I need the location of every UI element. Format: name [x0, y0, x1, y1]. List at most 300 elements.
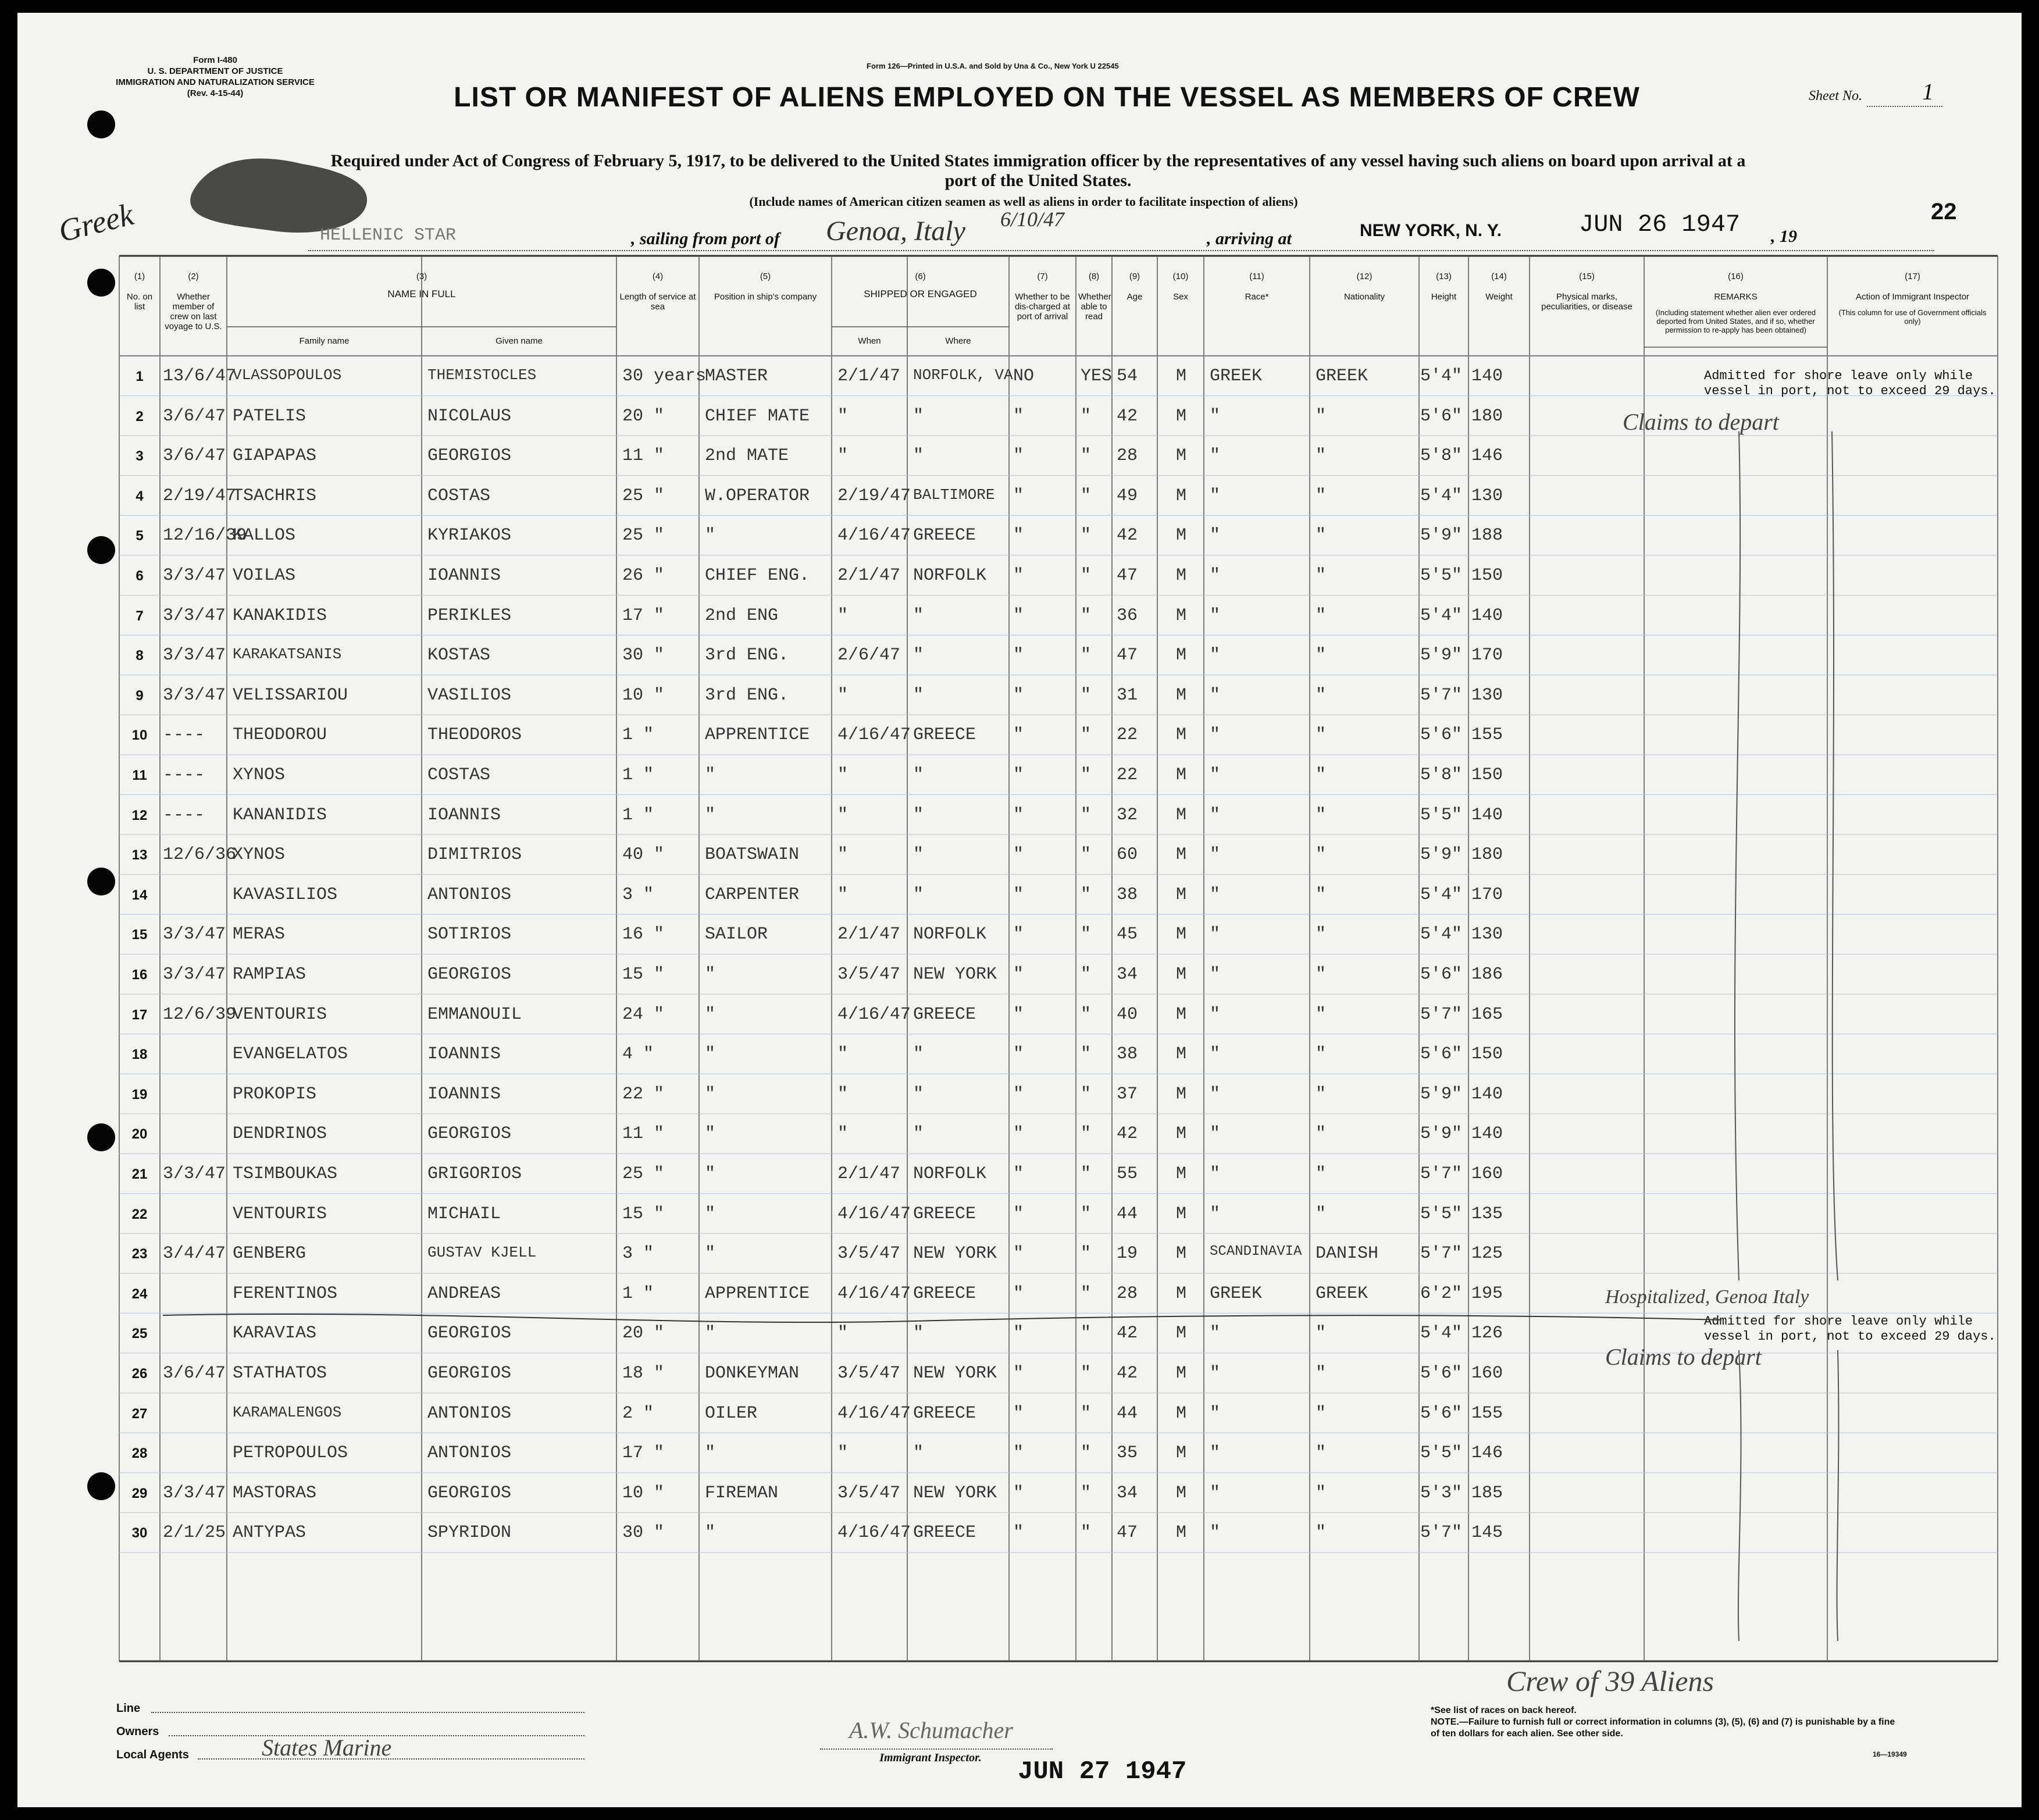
arriving-label: , arriving at — [1207, 229, 1292, 248]
cell-race: " — [1210, 1403, 1221, 1423]
cell-read: " — [1081, 1164, 1092, 1184]
cell-family: VOILAS — [233, 566, 296, 586]
cell-height: 5'7" — [1420, 1523, 1463, 1543]
cell-position: OILER — [705, 1403, 758, 1423]
cell-position: " — [705, 1443, 716, 1464]
cell-nationality: " — [1316, 1044, 1327, 1065]
cell-discharged: " — [1013, 446, 1024, 466]
cell-given: GEORGIOS — [427, 1483, 512, 1503]
column-number: (5) — [760, 272, 771, 281]
cell-service: 1 " — [622, 1283, 654, 1304]
cell-where: " — [913, 605, 924, 626]
hospitalized-note: Hospitalized, Genoa Italy — [1605, 1286, 1809, 1308]
cell-weight: 125 — [1471, 1244, 1503, 1264]
cell-height: 5'6" — [1420, 725, 1463, 745]
cell-sex: M — [1176, 1364, 1187, 1383]
cell-position: " — [705, 1244, 716, 1264]
cell-read: " — [1081, 845, 1092, 865]
cell-height: 5'6" — [1420, 1403, 1463, 1423]
cell-discharged: " — [1013, 1204, 1024, 1224]
cell-where: " — [913, 685, 924, 705]
cell-nationality: " — [1316, 805, 1327, 825]
page-number: 22 — [1931, 199, 1957, 224]
cell-race: " — [1210, 1124, 1221, 1144]
cell-age: 42 — [1117, 526, 1138, 546]
cell-service: 11 " — [622, 1124, 665, 1144]
cell-last: 3/6/47 — [163, 406, 226, 426]
arrival-port: NEW YORK, N. Y. — [1360, 221, 1502, 240]
cell-family: GENBERG — [233, 1244, 306, 1264]
row-number: 24 — [131, 1286, 148, 1302]
cell-race: " — [1210, 406, 1221, 426]
row-number: 2 — [136, 408, 144, 424]
row-number: 21 — [131, 1166, 148, 1182]
cell-given: GEORGIOS — [427, 1323, 512, 1344]
cell-race: " — [1210, 566, 1221, 586]
cell-sex: M — [1176, 1523, 1187, 1543]
cell-sex: M — [1176, 1084, 1187, 1104]
cell-nationality: " — [1316, 1204, 1327, 1224]
cell-nationality: " — [1316, 1483, 1327, 1503]
cell-weight: 160 — [1471, 1164, 1503, 1184]
cell-read: " — [1081, 486, 1092, 506]
cell-service: 25 " — [622, 1164, 665, 1184]
cell-where: NORFOLK — [913, 1164, 987, 1184]
column-number: (10) — [1172, 272, 1189, 281]
cell-given: PERIKLES — [427, 605, 512, 626]
cell-when: 4/16/47 — [837, 526, 911, 546]
cell-last: 3/3/47 — [163, 645, 226, 666]
row-number: 9 — [136, 687, 144, 704]
cell-height: 5'9" — [1420, 1084, 1463, 1104]
inspector-signature: A.W. Schumacher — [849, 1717, 1013, 1743]
cell-service: 20 " — [622, 406, 665, 426]
cell-height: 5'8" — [1420, 446, 1463, 466]
cell-age: 28 — [1117, 1283, 1138, 1304]
cell-read: " — [1081, 1084, 1092, 1104]
printer-line: Form 126—Printed in U.S.A. and Sold by Una & Co., New York U 22545 — [867, 62, 1119, 70]
cell-position: " — [705, 1124, 716, 1144]
cell-read: " — [1081, 805, 1092, 825]
cell-sex: M — [1176, 566, 1187, 586]
cell-race: " — [1210, 1084, 1221, 1104]
cell-weight: 150 — [1471, 566, 1503, 586]
column-number: (13) — [1436, 272, 1452, 281]
cell-where: NORFOLK — [913, 925, 987, 945]
cell-service: 24 " — [622, 1004, 665, 1025]
cell-position: " — [705, 1004, 716, 1025]
cell-weight: 140 — [1471, 605, 1503, 626]
cell-when: " — [837, 1044, 849, 1065]
cell-read: " — [1081, 725, 1092, 745]
claims-note: Claims to depart — [1623, 409, 1779, 435]
cell-position: APPRENTICE — [705, 725, 810, 745]
cell-family: VELISSARIOU — [233, 685, 348, 705]
cell-discharged: " — [1013, 884, 1024, 905]
cell-nationality: " — [1316, 605, 1327, 626]
cell-age: 60 — [1117, 845, 1138, 865]
cell-read: " — [1081, 1204, 1092, 1224]
cell-when: 4/16/47 — [837, 1403, 911, 1423]
cell-height: 5'6" — [1420, 965, 1463, 984]
cell-family: DENDRINOS — [233, 1124, 327, 1144]
cell-discharged: " — [1013, 845, 1024, 865]
cell-where: " — [913, 1044, 924, 1065]
requirement-line: port of the United States. — [944, 171, 1132, 190]
row-number: 19 — [131, 1086, 148, 1102]
cell-family: VENTOURIS — [233, 1004, 327, 1025]
cell-position: " — [705, 526, 716, 546]
cell-race: " — [1210, 446, 1221, 466]
cell-weight: 130 — [1471, 925, 1503, 945]
cell-when: 4/16/47 — [837, 1204, 911, 1224]
column-header: Whether member of crew on last voyage to U.S. — [165, 292, 222, 331]
cell-discharged: " — [1013, 566, 1024, 586]
cell-height: 5'7" — [1420, 1164, 1463, 1184]
year-label: , 19 — [1771, 227, 1797, 246]
cell-last: 12/6/36 — [163, 845, 237, 865]
cell-service: 40 " — [622, 845, 665, 865]
cell-discharged: " — [1013, 1323, 1024, 1344]
cell-family: TSACHRIS — [233, 486, 317, 506]
row-number: 5 — [136, 528, 144, 544]
column-header: Whether able to read — [1078, 292, 1111, 322]
cell-service: 2 " — [622, 1403, 654, 1423]
cell-read: " — [1081, 1364, 1092, 1383]
cell-age: 32 — [1117, 805, 1138, 825]
cell-age: 42 — [1117, 1364, 1138, 1383]
footnotes — [1431, 1705, 1896, 1740]
column-subheader: Family name — [299, 336, 350, 346]
cell-family: STATHATOS — [233, 1364, 327, 1383]
cell-given: KOSTAS — [427, 645, 491, 666]
cell-race: " — [1210, 1044, 1221, 1065]
cell-discharged: " — [1013, 965, 1024, 984]
sheet-label: Sheet No. — [1809, 88, 1862, 104]
cell-race: " — [1210, 685, 1221, 705]
cell-when: 4/16/47 — [837, 725, 911, 745]
page-title: LIST OR MANIFEST OF ALIENS EMPLOYED ON THE VESSEL AS MEMBERS OF CREW — [454, 82, 1640, 113]
agents-label: Local Agents — [116, 1748, 189, 1761]
cell-weight: 140 — [1471, 366, 1503, 386]
cell-nationality: " — [1316, 884, 1327, 905]
cell-where: GREECE — [913, 1523, 976, 1543]
cell-when: " — [837, 446, 849, 466]
pencil-ditto-lines — [1704, 420, 1878, 1699]
cell-when: 2/6/47 — [837, 645, 901, 666]
row-number: 17 — [131, 1007, 148, 1023]
cell-weight: 140 — [1471, 1084, 1503, 1104]
cell-age: 54 — [1117, 366, 1138, 386]
agents-value: States Marine — [262, 1735, 392, 1761]
cell-position: CARPENTER — [705, 884, 800, 905]
row-number: 29 — [131, 1485, 148, 1501]
cell-nationality: " — [1316, 1523, 1327, 1543]
cell-when: " — [837, 765, 849, 785]
cell-height: 5'3" — [1420, 1483, 1463, 1503]
cell-race: " — [1210, 1364, 1221, 1383]
cell-nationality: " — [1316, 1323, 1327, 1344]
cell-read: " — [1081, 1403, 1092, 1423]
cell-height: 5'4" — [1420, 884, 1463, 905]
cell-sex: M — [1176, 1443, 1187, 1464]
cell-sex: M — [1176, 366, 1187, 386]
cell-discharged: " — [1013, 1244, 1024, 1264]
cell-discharged: " — [1013, 1124, 1024, 1144]
cell-nationality: " — [1316, 1124, 1327, 1144]
cell-age: 31 — [1117, 685, 1138, 705]
cell-when: 2/19/47 — [837, 486, 911, 506]
cell-read: " — [1081, 765, 1092, 785]
row-number: 8 — [136, 648, 144, 664]
cell-service: 3 " — [622, 1244, 654, 1264]
cell-sex: M — [1176, 645, 1187, 666]
cell-race: " — [1210, 1204, 1221, 1224]
column-header: Physical marks, peculiarities, or disease — [1541, 292, 1632, 312]
cell-service: 15 " — [622, 1204, 665, 1224]
cell-when: " — [837, 805, 849, 825]
cell-sex: M — [1176, 1244, 1187, 1264]
cell-discharged: " — [1013, 765, 1024, 785]
cell-where: " — [913, 1084, 924, 1104]
cell-when: 2/1/47 — [837, 366, 901, 386]
cell-sex: M — [1176, 605, 1187, 626]
cell-height: 5'4" — [1420, 486, 1463, 506]
cell-family: KARAKATSANIS — [233, 645, 342, 663]
cell-height: 5'4" — [1420, 605, 1463, 626]
cell-sex: M — [1176, 1124, 1187, 1144]
cell-age: 28 — [1117, 446, 1138, 466]
cell-height: 5'5" — [1420, 566, 1463, 586]
cell-last: 3/3/47 — [163, 685, 226, 705]
cell-where: " — [913, 1443, 924, 1464]
cell-when: " — [837, 605, 849, 626]
row-number: 13 — [131, 847, 148, 863]
cell-sex: M — [1176, 725, 1187, 745]
cell-age: 42 — [1117, 1323, 1138, 1344]
cell-read: " — [1081, 446, 1092, 466]
row-number: 10 — [131, 727, 148, 744]
cell-when: 3/5/47 — [837, 1483, 901, 1503]
cell-service: 10 " — [622, 685, 665, 705]
cell-service: 26 " — [622, 566, 665, 586]
cell-weight: 145 — [1471, 1523, 1503, 1543]
cell-position: 2nd MATE — [705, 446, 789, 466]
cell-sex: M — [1176, 765, 1187, 785]
cell-age: 47 — [1117, 645, 1138, 666]
cell-service: 1 " — [622, 805, 654, 825]
row-number: 1 — [136, 369, 144, 384]
cell-race: GREEK — [1210, 366, 1263, 386]
cell-sex: M — [1176, 446, 1187, 466]
cell-nationality: " — [1316, 1164, 1327, 1184]
row-number: 14 — [131, 887, 148, 903]
row-number: 3 — [136, 448, 144, 465]
row-number: 12 — [131, 807, 148, 823]
cell-race: " — [1210, 965, 1221, 984]
cell-position: 2nd ENG — [705, 605, 779, 626]
column-header: No. on list — [126, 292, 153, 312]
row-number: 18 — [131, 1047, 148, 1063]
cell-weight: 130 — [1471, 486, 1503, 506]
cell-read: " — [1081, 526, 1092, 546]
cell-family: VENTOURIS — [233, 1204, 327, 1224]
cell-nationality: " — [1316, 1443, 1327, 1464]
column-number: (2) — [188, 272, 199, 281]
column-subheader: Given name — [496, 336, 543, 346]
cell-family: KARAMALENGOS — [233, 1403, 342, 1421]
cell-weight: 146 — [1471, 1443, 1503, 1464]
column-header: Action of Immigrant Inspector — [1855, 292, 1970, 302]
cell-family: ANTYPAS — [233, 1523, 306, 1543]
cell-sex: M — [1176, 965, 1187, 984]
cell-when: 3/5/47 — [837, 1364, 901, 1383]
column-header: Position in ship's company — [714, 292, 817, 302]
column-header: REMARKS — [1714, 292, 1758, 302]
column-number: (6) — [915, 272, 926, 281]
cell-position: " — [705, 1044, 716, 1065]
cell-age: 40 — [1117, 1004, 1138, 1025]
cell-given: COSTAS — [427, 765, 491, 785]
cell-discharged: " — [1013, 1403, 1024, 1423]
cell-race: " — [1210, 1443, 1221, 1464]
cell-given: THEMISTOCLES — [427, 366, 537, 384]
cell-weight: 180 — [1471, 845, 1503, 865]
cell-position: W.OPERATOR — [705, 486, 810, 506]
cell-discharged: " — [1013, 526, 1024, 546]
column-number: (11) — [1249, 272, 1264, 281]
row-number: 6 — [136, 568, 144, 584]
cell-discharged: " — [1013, 1523, 1024, 1543]
cell-weight: 185 — [1471, 1483, 1503, 1503]
cell-read: " — [1081, 1443, 1092, 1464]
cell-race: " — [1210, 1323, 1221, 1344]
cell-race: " — [1210, 805, 1221, 825]
cell-last: 3/6/47 — [163, 446, 226, 466]
row-number: 26 — [131, 1366, 148, 1382]
cell-height: 5'6" — [1420, 1044, 1463, 1065]
cell-position: SAILOR — [705, 925, 768, 945]
cell-family: RAMPIAS — [233, 965, 306, 984]
cell-service: 17 " — [622, 605, 665, 626]
cell-last: 3/3/47 — [163, 566, 226, 586]
cell-read: " — [1081, 1244, 1092, 1264]
cell-weight: 155 — [1471, 725, 1503, 745]
cell-where: NEW YORK — [913, 1244, 997, 1264]
cell-when: " — [837, 845, 849, 865]
cell-discharged: " — [1013, 1283, 1024, 1304]
cell-height: 5'9" — [1420, 1124, 1463, 1144]
cell-age: 42 — [1117, 406, 1138, 426]
cell-when: " — [837, 1443, 849, 1464]
arrival-date-stamp: JUN 26 1947 — [1579, 210, 1741, 238]
cell-where: GREECE — [913, 1204, 976, 1224]
cell-height: 5'4" — [1420, 1323, 1463, 1344]
cell-height: 5'9" — [1420, 526, 1463, 546]
cell-sex: M — [1176, 1044, 1187, 1065]
cell-nationality: " — [1316, 685, 1327, 705]
cell-given: ANDREAS — [427, 1283, 501, 1304]
cell-when: 2/1/47 — [837, 566, 901, 586]
cell-discharged: " — [1013, 1084, 1024, 1104]
cell-service: 11 " — [622, 446, 665, 466]
cell-when: 4/16/47 — [837, 1004, 911, 1025]
cell-service: 16 " — [622, 925, 665, 945]
cell-discharged: NO — [1013, 366, 1035, 386]
cell-service: 1 " — [622, 765, 654, 785]
requirement-line: Required under Act of Congress of February 5, 1917, to be delivered to the United States immigration officer by the representatives of any vessel having such aliens on board upon arrival at a — [330, 151, 1746, 170]
cell-last: 3/6/47 — [163, 1364, 226, 1383]
cell-given: IOANNIS — [427, 1044, 501, 1065]
cell-where: GREECE — [913, 1403, 976, 1423]
cell-discharged: " — [1013, 1364, 1024, 1383]
cell-last: 2/19/47 — [163, 486, 237, 506]
cell-sex: M — [1176, 406, 1187, 426]
races-note: *See list of races on back hereof. — [1431, 1705, 1577, 1715]
cell-family: KANANIDIS — [233, 805, 327, 825]
cell-nationality: " — [1316, 1364, 1327, 1383]
sailing-label: , sailing from port of — [631, 229, 780, 248]
cell-sex: M — [1176, 845, 1187, 865]
cell-family: THEODOROU — [233, 725, 327, 745]
column-number: (15) — [1579, 272, 1595, 281]
cell-age: 47 — [1117, 566, 1138, 586]
cell-given: ANTONIOS — [427, 1443, 512, 1464]
row-number: 23 — [131, 1246, 148, 1262]
form-code: 16—19349 — [1873, 1750, 1907, 1758]
cell-nationality: " — [1316, 566, 1327, 586]
cell-service: 30 years — [622, 366, 707, 386]
cell-given: ANTONIOS — [427, 1403, 512, 1423]
cell-family: PETROPOULOS — [233, 1443, 348, 1464]
penalty-note: NOTE.—Failure to furnish full or correct information in columns (3), (5), (6) and (7) is punishable by a fine of ten dollars for each alien. See other side. — [1431, 1717, 1895, 1739]
cell-when: " — [837, 1124, 849, 1144]
cell-race: " — [1210, 884, 1221, 905]
cell-given: THEODOROS — [427, 725, 522, 745]
cell-family: XYNOS — [233, 845, 286, 865]
cell-read: " — [1081, 1004, 1092, 1025]
cell-position: MASTER — [705, 366, 768, 386]
cell-position: DONKEYMAN — [705, 1364, 800, 1383]
manifest-sheet — [17, 13, 2022, 1807]
cell-service: 15 " — [622, 965, 665, 984]
cell-family: XYNOS — [233, 765, 286, 785]
cell-sex: M — [1176, 1004, 1187, 1025]
cell-position: FIREMAN — [705, 1483, 779, 1503]
cell-where: " — [913, 845, 924, 865]
include-note: (Include names of American citizen seamen as well as aliens in order to facilitate inspection of aliens) — [749, 194, 1298, 209]
cell-age: 55 — [1117, 1164, 1138, 1184]
cell-age: 34 — [1117, 1483, 1138, 1503]
cell-age: 36 — [1117, 605, 1138, 626]
cell-where: NORFOLK — [913, 566, 987, 586]
departure-date: 6/10/47 — [1000, 208, 1065, 231]
cell-sex: M — [1176, 1323, 1187, 1344]
cell-where: GREECE — [913, 1004, 976, 1025]
cell-discharged: " — [1013, 685, 1024, 705]
row-number: 15 — [131, 927, 148, 943]
cell-read: " — [1081, 1323, 1092, 1344]
cell-family: KAVASILIOS — [233, 884, 338, 905]
cell-last: 12/16/39 — [163, 526, 247, 546]
cell-age: 37 — [1117, 1084, 1138, 1104]
cell-read: " — [1081, 884, 1092, 905]
column-number: (9) — [1129, 272, 1140, 281]
cell-height: 5'7" — [1420, 1004, 1463, 1025]
cell-nationality: " — [1316, 645, 1327, 666]
crew-total-note: Crew of 39 Aliens — [1506, 1665, 1714, 1697]
cell-service: 30 " — [622, 645, 665, 666]
